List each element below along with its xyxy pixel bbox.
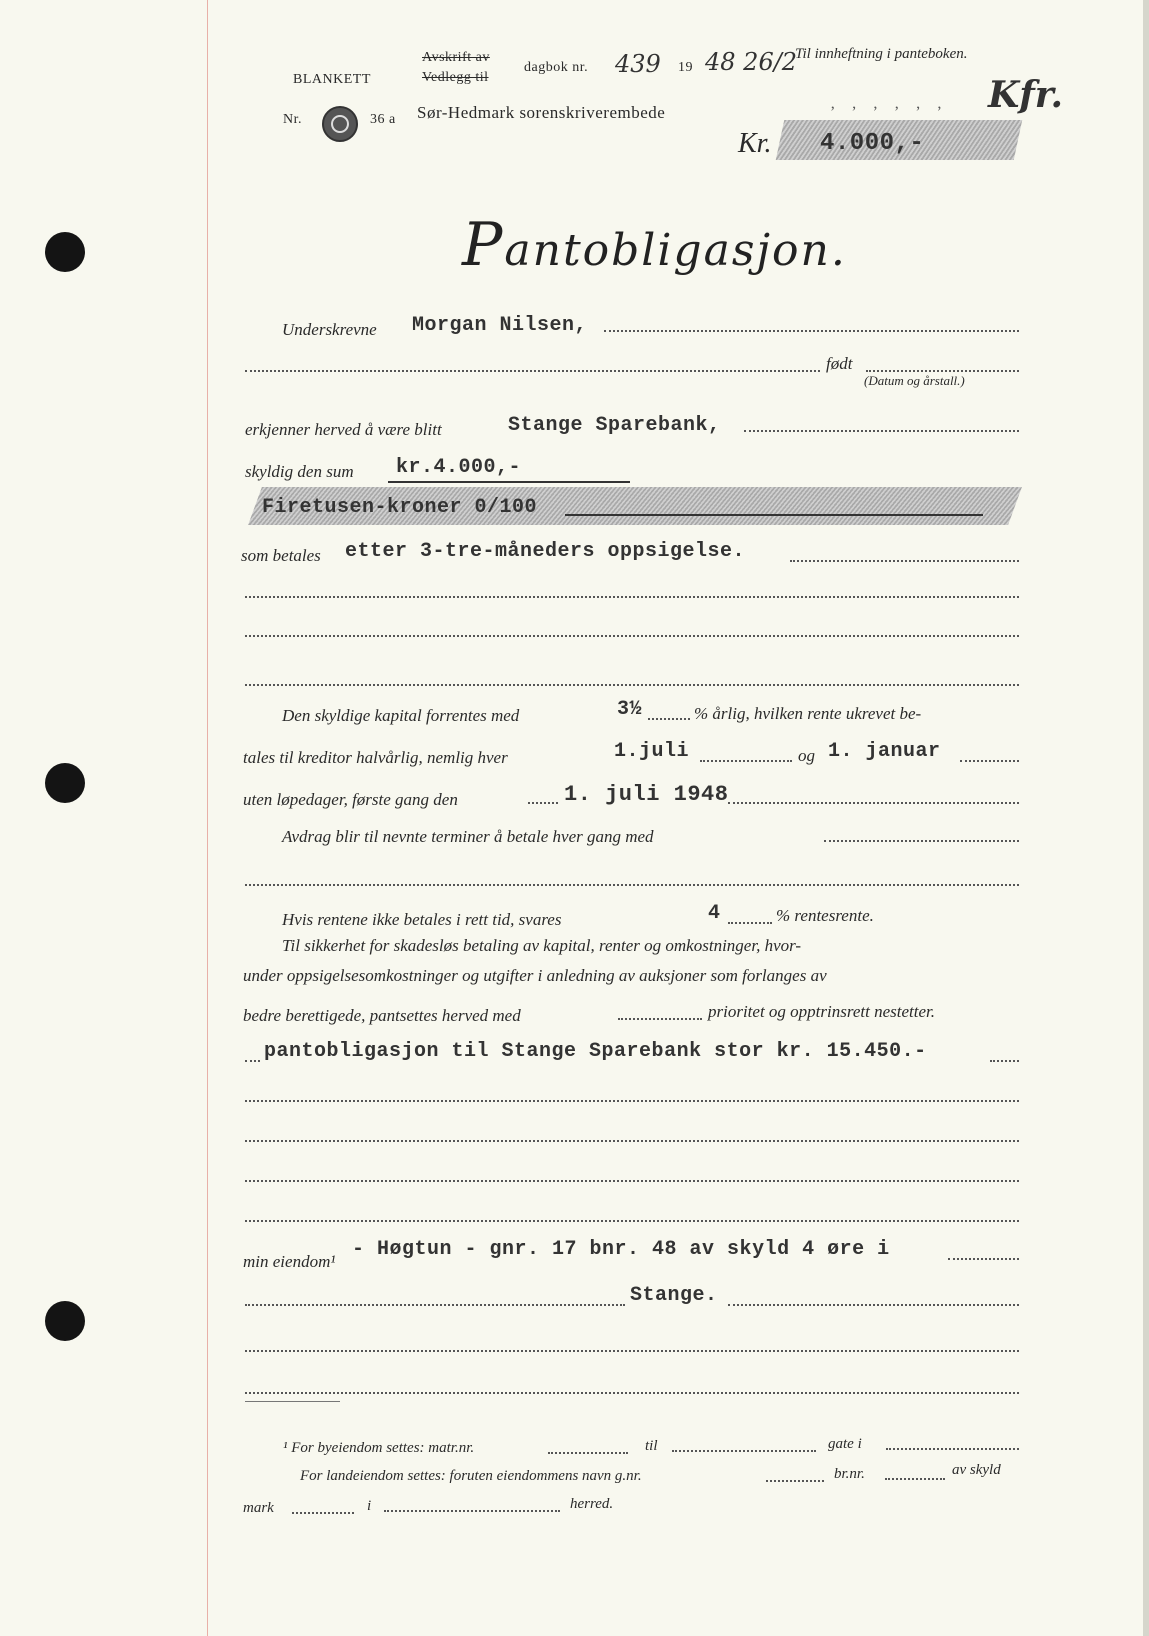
dotted-line <box>292 1512 354 1514</box>
footnote-herred: herred. <box>570 1496 614 1512</box>
dotted-line <box>728 802 1019 804</box>
sikkerhet-line-2: under oppsigelsesomkostninger og utgifter i anledning av auksjoner som forlanges av <box>243 966 827 985</box>
prior-encumbrance: pantobligasjon til Stange Sparebank stor kr. 15.450.- <box>264 1040 927 1063</box>
dotted-line <box>245 1100 1019 1102</box>
punch-hole <box>45 1301 85 1341</box>
dotted-line <box>728 1304 1019 1306</box>
header-amount: 4.000,- <box>820 130 925 157</box>
dotted-line <box>744 430 1019 432</box>
lopedager-label: uten løpedager, første gang den <box>243 790 458 809</box>
dotted-line <box>728 922 772 924</box>
kr-label: Kr. <box>738 128 772 159</box>
office-stamp: Sør-Hedmark sorenskriverembede <box>417 103 666 122</box>
sum-in-words: Firetusen-kroner 0/100 <box>262 496 538 519</box>
skyldig-label: skyldig den sum <box>245 462 354 481</box>
title-initial: P <box>462 210 505 280</box>
dagbok-label: dagbok nr. <box>524 60 589 75</box>
dotted-line <box>245 1350 1019 1352</box>
fodt-note: (Datum og årstall.) <box>864 373 965 388</box>
sikkerhet-line-3: bedre berettigede, pantsettes herved med <box>243 1006 521 1025</box>
eiendom-label: min eiendom¹ <box>243 1252 336 1271</box>
dotted-line <box>245 635 1019 637</box>
dotted-line <box>672 1450 816 1452</box>
footnote-landeiendom: For landeiendom settes: foruten eiendommens navn g.nr. <box>300 1468 642 1484</box>
dotted-line <box>648 718 690 720</box>
form-number: 36 a <box>370 112 396 127</box>
title-rest: antobligasjon. <box>504 225 847 276</box>
dotted-line <box>245 596 1019 598</box>
dotted-line <box>245 370 820 372</box>
footnote-skyld: av skyld <box>952 1462 1001 1478</box>
footnote-i: i <box>367 1498 372 1514</box>
property-municipality: Stange. <box>630 1284 718 1307</box>
blankett-label: BLANKETT <box>293 72 371 87</box>
avdrag-label: Avdrag blir til nevnte terminer å betale hver gang med <box>282 827 654 846</box>
betales-text: etter 3-tre-måneders oppsigelse. <box>345 540 746 563</box>
dotted-line <box>866 370 1019 372</box>
dotted-line <box>886 1448 1019 1450</box>
sikkerhet-line-1: Til sikkerhet for skadesløs betaling av kapital, renter og omkostninger, hvor- <box>282 936 802 955</box>
dotted-line <box>245 684 1019 686</box>
dotted-line <box>885 1478 945 1480</box>
rentesrente-percent: 4 <box>708 902 721 925</box>
kfr-mark: Kfr. <box>988 74 1063 116</box>
dotted-line <box>245 1060 260 1062</box>
prioritet-label: prioritet og opptrinsrett nestetter. <box>708 1002 935 1021</box>
punch-hole <box>45 763 85 803</box>
sum-underline <box>388 481 630 483</box>
dotted-line <box>384 1510 560 1512</box>
footnote-brnr: br.nr. <box>834 1466 865 1482</box>
footnote-byeiendom: ¹ For byeiendom settes: matr.nr. <box>283 1440 475 1456</box>
dotted-line <box>245 1304 625 1306</box>
dotted-line <box>990 1060 1019 1062</box>
dotted-line <box>245 1180 1019 1182</box>
term-date-1: 1.juli <box>614 740 690 763</box>
betales-label: som betales <box>241 546 321 565</box>
fodt-label: født <box>826 354 853 373</box>
underskrevne-label: Underskrevne <box>282 320 377 339</box>
dagbok-number: 439 <box>615 50 661 78</box>
dotted-line <box>604 330 1019 332</box>
seal-icon <box>322 106 358 142</box>
page-edge <box>1143 0 1149 1636</box>
dotted-line <box>766 1480 824 1482</box>
footnote-mark: mark <box>243 1500 274 1516</box>
dotted-line <box>618 1018 702 1020</box>
debtor-name: Morgan Nilsen, <box>412 314 588 337</box>
dotted-line <box>245 1140 1019 1142</box>
dotted-line <box>948 1258 1019 1260</box>
footnote-gate: gate i <box>828 1436 862 1452</box>
dotted-line <box>790 560 1019 562</box>
dotted-line <box>700 760 792 762</box>
dotted-line <box>824 840 1019 842</box>
date-handwritten: 48 26/2 <box>705 48 798 76</box>
rentesrente-label: % rentesrente. <box>776 906 874 925</box>
innheftning-note: Til innheftning i panteboken. <box>795 46 968 62</box>
hvis-label: Hvis rentene ikke betales i rett tid, svares <box>282 910 562 929</box>
sum-words-line <box>565 514 983 516</box>
dotted-line <box>548 1452 628 1454</box>
first-payment-date: 1. juli 1948 <box>564 782 729 807</box>
vedlegg-label: Vedlegg til <box>422 70 489 85</box>
page-title <box>462 210 847 280</box>
year-prefix: 19 <box>678 60 693 75</box>
dotted-line <box>245 1220 1019 1222</box>
halvarlig-label: tales til kreditor halvårlig, nemlig hver <box>243 748 508 767</box>
property-description: - Høgtun - gnr. 17 bnr. 48 av skyld 4 øre i <box>352 1238 890 1261</box>
rente-label-b: % årlig, hvilken rente ukrevet be- <box>694 704 922 723</box>
nr-label: Nr. <box>283 112 302 127</box>
punch-hole <box>45 232 85 272</box>
term-date-2: 1. januar <box>828 740 941 763</box>
avskrift-label: Avskrift av <box>422 50 490 65</box>
erkjenner-label: erkjenner herved å være blitt <box>245 420 442 439</box>
margin-line <box>207 0 208 1636</box>
footnote-separator <box>245 1401 340 1402</box>
footnote-til: til <box>645 1438 658 1454</box>
dotted-line <box>528 802 558 804</box>
dotted-line <box>245 1392 1019 1394</box>
dotted-line <box>245 884 1019 886</box>
creditor-name: Stange Sparebank, <box>508 414 721 437</box>
og-label: og <box>798 746 815 765</box>
dotted-line <box>960 760 1019 762</box>
rente-label: Den skyldige kapital forrentes med <box>282 706 520 725</box>
rente-percent: 3½ <box>617 698 643 721</box>
ditto-marks: ‚ ‚ ‚ ‚ ‚ ‚ <box>830 95 948 112</box>
sum-amount: kr.4.000,- <box>396 456 522 479</box>
